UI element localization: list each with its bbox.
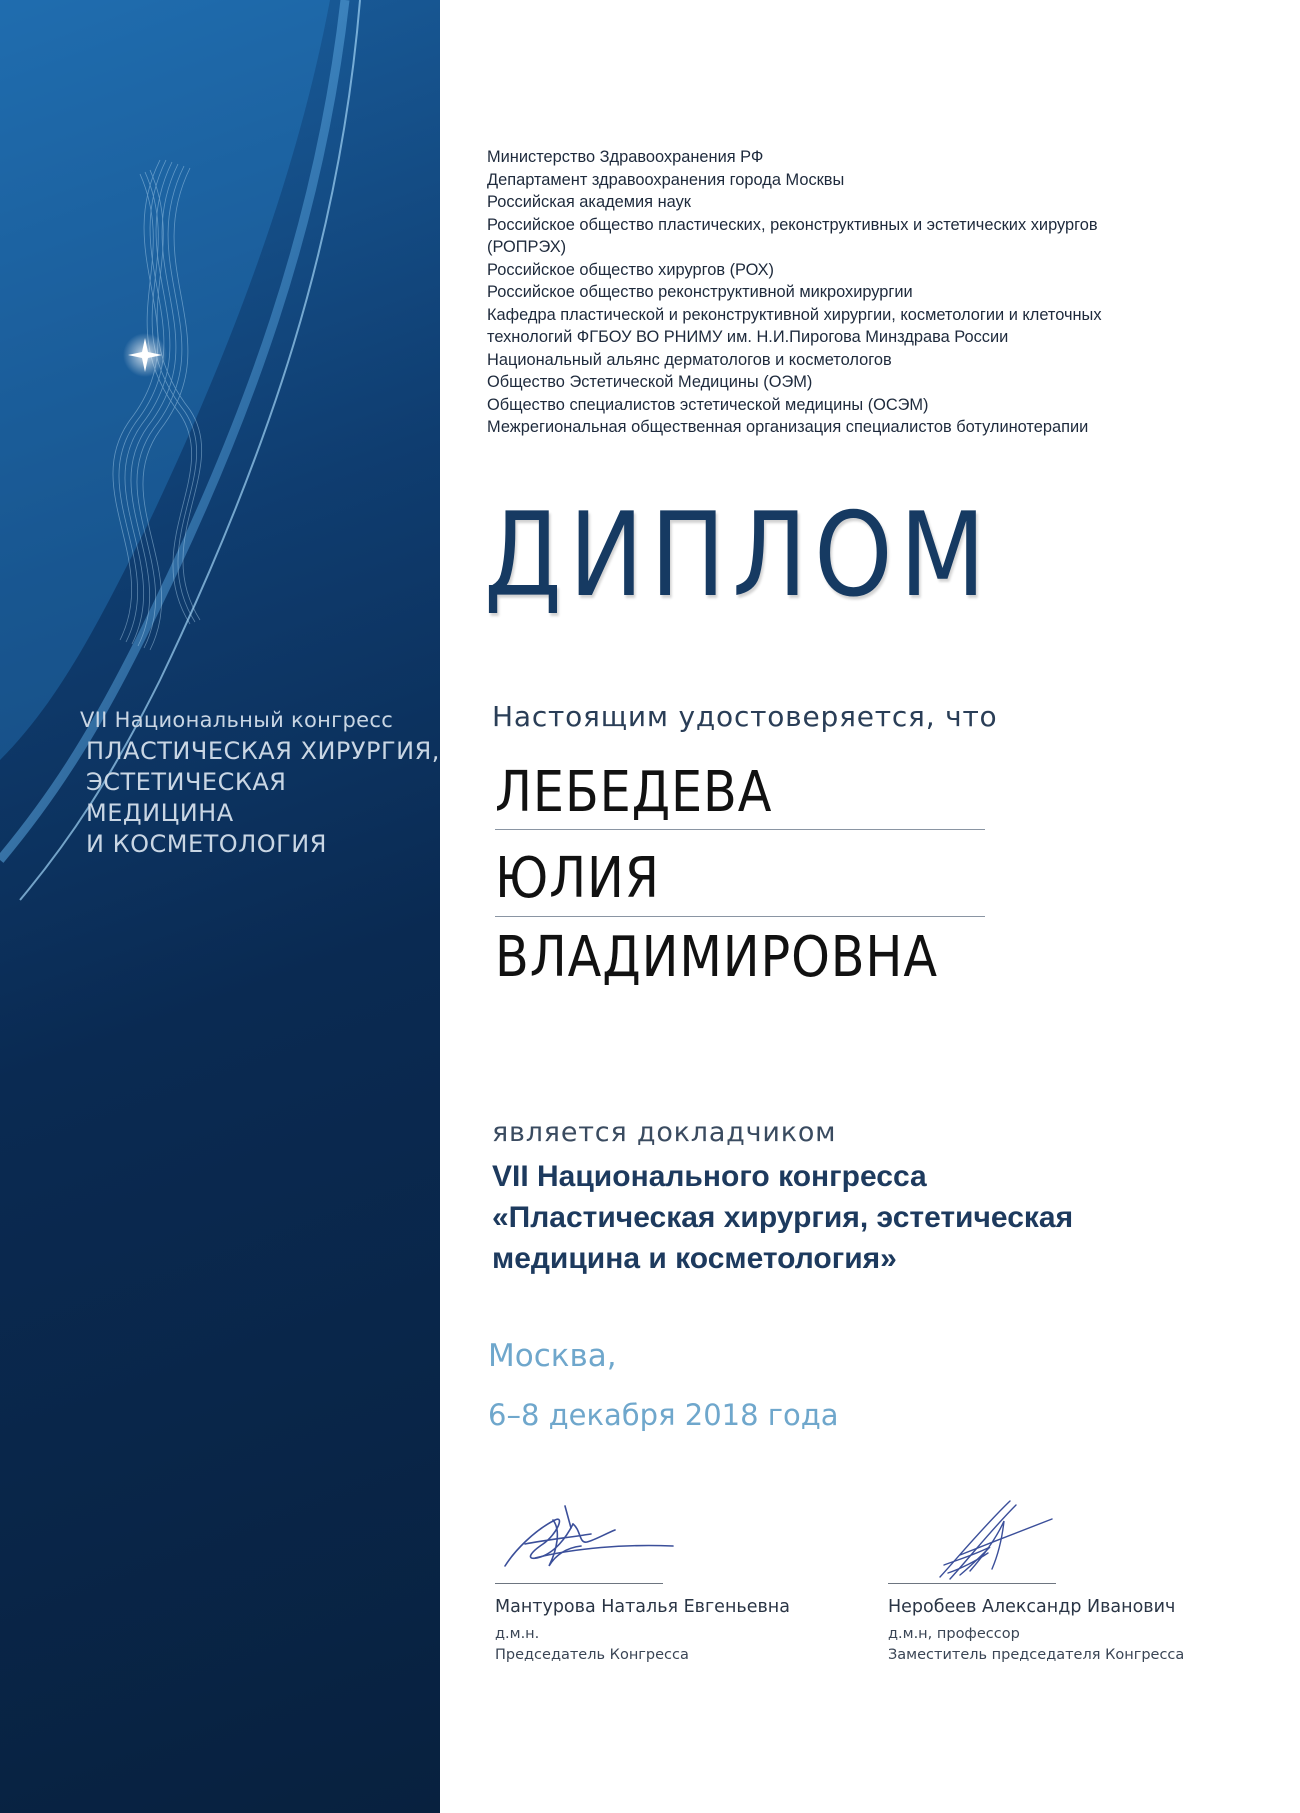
organization-item: Межрегиональная общественная организация специалистов ботулинотерапии bbox=[487, 418, 1089, 436]
wave-decoration bbox=[0, 0, 440, 1813]
recipient-surname: ЛЕБЕДЕВА bbox=[495, 760, 773, 825]
name-underline bbox=[495, 916, 985, 917]
signature-line-right bbox=[888, 1583, 1056, 1584]
recipient-first-name: ЮЛИЯ bbox=[495, 846, 660, 911]
organizations-list bbox=[487, 146, 1207, 439]
signature-right-image bbox=[930, 1495, 1070, 1585]
organization-item: технологий ФГБОУ ВО РНИМУ им. Н.И.Пирогова Минздрава России bbox=[487, 328, 1009, 346]
role-text: является докладчиком bbox=[492, 1117, 837, 1148]
certifies-text: Настоящим удостоверяется, что bbox=[492, 700, 998, 733]
signer-left-name: Мантурова Наталья Евгеньевна bbox=[495, 1597, 790, 1617]
signature-left-image bbox=[495, 1500, 685, 1580]
document-title: ДИПЛОМ bbox=[484, 488, 993, 623]
congress-name bbox=[492, 1156, 1172, 1279]
recipient-patronymic: ВЛАДИМИРОВНА bbox=[495, 925, 938, 990]
sidebar-line4: И КОСМЕТОЛОГИЯ bbox=[86, 830, 327, 858]
organization-item: Российская академия наук bbox=[487, 193, 691, 211]
signer-right-position: Заместитель председателя Конгресса bbox=[888, 1647, 1185, 1663]
name-underline bbox=[495, 829, 985, 830]
organization-item: Российское общество реконструктивной микрохирургии bbox=[487, 283, 913, 301]
dates-text: 6–8 декабря 2018 года bbox=[488, 1398, 839, 1432]
signer-right-degree: д.м.н, профессор bbox=[888, 1626, 1020, 1642]
organization-item: Общество специалистов эстетической медицины (ОСЭМ) bbox=[487, 395, 929, 414]
signature-line-left bbox=[495, 1583, 663, 1584]
place-text: Москва, bbox=[488, 1338, 617, 1374]
congress-line: «Пластическая хирургия, эстетическая bbox=[492, 1201, 1074, 1234]
signer-left-position: Председатель Конгресса bbox=[495, 1647, 689, 1663]
sidebar-line3: ЭСТЕТИЧЕСКАЯ МЕДИЦИНА bbox=[86, 768, 287, 827]
organization-item: Кафедра пластической и реконструктивной хирургии, косметологии и клеточных bbox=[487, 305, 1102, 324]
organization-item: Национальный альянс дерматологов и косметологов bbox=[487, 350, 892, 369]
sidebar-congress-title bbox=[80, 708, 440, 860]
organization-item: Общество Эстетической Медицины (ОЭМ) bbox=[487, 373, 813, 391]
congress-line: медицина и косметология» bbox=[492, 1242, 897, 1275]
organization-item: Министерство Здравоохранения РФ bbox=[487, 148, 764, 166]
signer-left-degree: д.м.н. bbox=[495, 1626, 540, 1642]
organization-item: Российское общество пластических, реконструктивных и эстетических хирургов bbox=[487, 215, 1098, 234]
organization-item: Российское общество хирургов (РОХ) bbox=[487, 260, 775, 279]
decorative-sidebar bbox=[0, 0, 440, 1813]
organization-item: Департамент здравоохранения города Москвы bbox=[487, 170, 845, 189]
sidebar-line2: ПЛАСТИЧЕСКАЯ ХИРУРГИЯ, bbox=[86, 737, 440, 765]
organization-item: (РОПРЭХ) bbox=[487, 238, 567, 256]
sidebar-line1: VII Национальный конгресс bbox=[80, 708, 394, 732]
congress-line: VII Национального конгресса bbox=[492, 1160, 927, 1193]
signer-right-name: Неробеев Александр Иванович bbox=[888, 1597, 1176, 1617]
